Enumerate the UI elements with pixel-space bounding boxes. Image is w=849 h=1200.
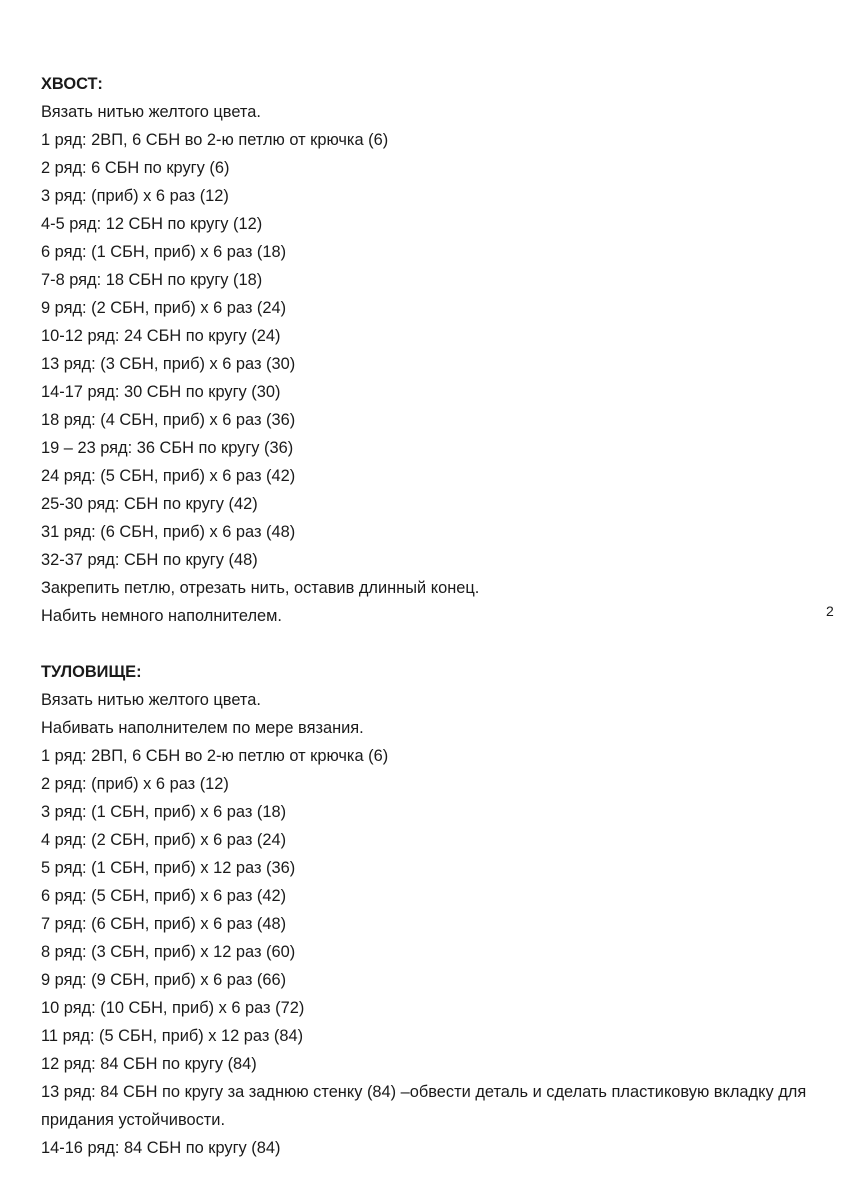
body-line: 10 ряд: (10 СБН, приб) х 6 раз (72) bbox=[41, 999, 305, 1017]
body-line: 2 ряд: (приб) х 6 раз (12) bbox=[41, 775, 229, 793]
body-heading: ТУЛОВИЩЕ: bbox=[41, 663, 142, 681]
body-line: 3 ряд: (1 СБН, приб) х 6 раз (18) bbox=[41, 803, 287, 821]
tail-line: 6 ряд: (1 СБН, приб) х 6 раз (18) bbox=[41, 243, 287, 261]
body-line: 14-16 ряд: 84 СБН по кругу (84) bbox=[41, 1139, 281, 1157]
tail-line: 32-37 ряд: СБН по кругу (48) bbox=[41, 551, 258, 569]
tail-line: 4-5 ряд: 12 СБН по кругу (12) bbox=[41, 215, 263, 233]
tail-line: 3 ряд: (приб) х 6 раз (12) bbox=[41, 187, 229, 205]
tail-heading: ХВОСТ: bbox=[41, 75, 103, 93]
body-line: 9 ряд: (9 СБН, приб) х 6 раз (66) bbox=[41, 971, 287, 989]
body-line: 13 ряд: 84 СБН по кругу за заднюю стенку (84) –обвести деталь и сделать пластиковую вкладку для придания устойчивости. bbox=[41, 1083, 807, 1129]
tail-line: Закрепить петлю, отрезать нить, оставив длинный конец. bbox=[41, 579, 480, 597]
tail-line: 7-8 ряд: 18 СБН по кругу (18) bbox=[41, 271, 263, 289]
tail-line: 9 ряд: (2 СБН, приб) х 6 раз (24) bbox=[41, 299, 287, 317]
tail-line: 25-30 ряд: СБН по кругу (42) bbox=[41, 495, 258, 513]
body-line: 7 ряд: (6 СБН, приб) х 6 раз (48) bbox=[41, 915, 287, 933]
page-number: 2 bbox=[826, 603, 834, 619]
body-line: 6 ряд: (5 СБН, приб) х 6 раз (42) bbox=[41, 887, 287, 905]
tail-line: 1 ряд: 2ВП, 6 СБН во 2-ю петлю от крючка (6) bbox=[41, 131, 389, 149]
body-line: 4 ряд: (2 СБН, приб) х 6 раз (24) bbox=[41, 831, 287, 849]
tail-line: 18 ряд: (4 СБН, приб) х 6 раз (36) bbox=[41, 411, 296, 429]
tail-line: Набить немного наполнителем. bbox=[41, 607, 282, 625]
body-line: 5 ряд: (1 СБН, приб) х 12 раз (36) bbox=[41, 859, 296, 877]
tail-line: 10-12 ряд: 24 СБН по кругу (24) bbox=[41, 327, 281, 345]
body-section bbox=[41, 658, 821, 1162]
body-line: Вязать нитью желтого цвета. bbox=[41, 691, 261, 709]
tail-line: 24 ряд: (5 СБН, приб) х 6 раз (42) bbox=[41, 467, 296, 485]
body-line: 1 ряд: 2ВП, 6 СБН во 2-ю петлю от крючка (6) bbox=[41, 747, 389, 765]
tail-line: 14-17 ряд: 30 СБН по кругу (30) bbox=[41, 383, 281, 401]
tail-line: 31 ряд: (6 СБН, приб) х 6 раз (48) bbox=[41, 523, 296, 541]
tail-line: 19 – 23 ряд: 36 СБН по кругу (36) bbox=[41, 439, 294, 457]
tail-line: 2 ряд: 6 СБН по кругу (6) bbox=[41, 159, 230, 177]
tail-line: Вязать нитью желтого цвета. bbox=[41, 103, 261, 121]
body-line: Набивать наполнителем по мере вязания. bbox=[41, 719, 364, 737]
tail-line: 13 ряд: (3 СБН, приб) х 6 раз (30) bbox=[41, 355, 296, 373]
body-line: 8 ряд: (3 СБН, приб) х 12 раз (60) bbox=[41, 943, 296, 961]
body-line: 12 ряд: 84 СБН по кругу (84) bbox=[41, 1055, 257, 1073]
body-line: 11 ряд: (5 СБН, приб) х 12 раз (84) bbox=[41, 1027, 304, 1045]
tail-section bbox=[41, 70, 821, 630]
